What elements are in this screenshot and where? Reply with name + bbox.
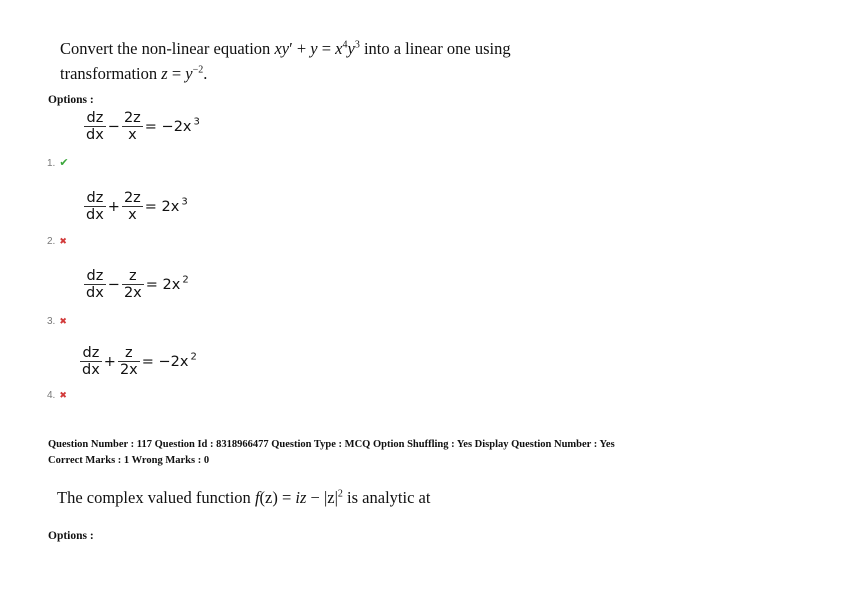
fraction: $\frac{dz}{dx}$ (86, 190, 104, 223)
question-meta-line-2: Correct Marks : 1 Wrong Marks : 0 (48, 454, 210, 466)
cross-icon: ✖ (59, 390, 67, 400)
cross-icon: ✖ (59, 236, 67, 246)
fraction: $\frac{2z}{x}$ (123, 190, 141, 223)
cross-icon: ✖ (59, 316, 67, 326)
question-1-line-1: Convert the non-linear equation $xy' + y = x^4y^3$ into a linear one using (60, 39, 511, 58)
question-2-text: The complex valued function f(z) = iz − $|z|^2$ is analytic at (57, 488, 431, 507)
options-label-2: Options : (48, 530, 94, 542)
option-3-equation: $\frac{dz}{dx}$ − $\frac{z}{2x}$ = 2x $^2$ (86, 268, 189, 301)
option-2-marker: 2. ✖ (47, 236, 67, 247)
options-label-1: Options : (48, 94, 94, 106)
fraction: $\frac{dz}{dx}$ (86, 110, 104, 143)
question-1-line-2: transformation $z = y^{-2}$. (60, 63, 208, 83)
option-3-marker: 3. ✖ (47, 316, 67, 327)
check-icon: ✔ (59, 157, 69, 169)
fraction: $\frac{dz}{dx}$ (86, 268, 104, 301)
option-4-equation: $\frac{dz}{dx}$ + $\frac{z}{2x}$ = −2x $^2$ (82, 345, 197, 378)
question-1-text (60, 37, 760, 87)
fraction: $\frac{z}{2x}$ (119, 345, 138, 378)
option-4-marker: 4. ✖ (47, 390, 67, 401)
fraction: $\frac{dz}{dx}$ (82, 345, 100, 378)
question-meta-line-1: Question Number : 117 Question Id : 8318966477 Question Type : MCQ Option Shuffling : Yes Display Question Number : Yes (48, 439, 615, 450)
fraction: $\frac{2z}{x}$ (123, 110, 141, 143)
option-1-marker: 1. ✔ (47, 157, 69, 169)
question-meta (48, 437, 828, 469)
fraction: $\frac{z}{2x}$ (123, 268, 142, 301)
option-1-equation: $\frac{dz}{dx}$ − $\frac{2z}{x}$ = −2x $^3$ (86, 110, 200, 143)
option-2-equation: $\frac{dz}{dx}$ + $\frac{2z}{x}$ = 2x $^3$ (86, 190, 188, 223)
